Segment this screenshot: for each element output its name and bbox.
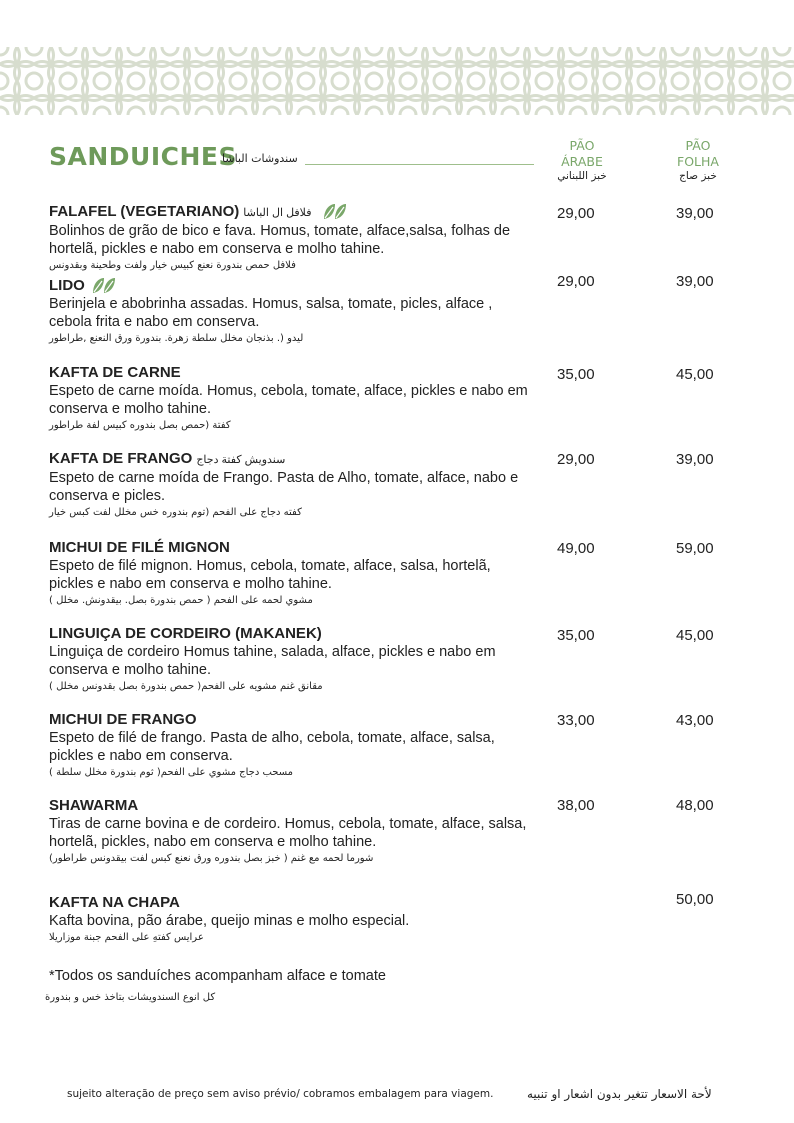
item-description-arabic: شورما لحمه مع غنم ( خبز بصل بندوره ورق نعنع كبس لفت بيقدونس طراطور) <box>49 853 374 864</box>
section-title: SANDUICHES <box>49 142 237 171</box>
price-pao-arabe: 29,00 <box>557 451 595 468</box>
price-pao-folha: 39,00 <box>676 205 714 222</box>
price-pao-arabe: 49,00 <box>557 540 595 557</box>
price-pao-folha: 45,00 <box>676 627 714 644</box>
column-header-arabic: خبز اللبناني <box>557 170 607 182</box>
decorative-pattern-band <box>0 47 794 115</box>
price-pao-arabe: 33,00 <box>557 712 595 729</box>
item-description: Espeto de filé de frango. Pasta de alho, cebola, tomate, alface, salsa, pickles e nabo em conserva. <box>49 730 495 764</box>
item-name: SHAWARMA <box>49 797 139 814</box>
item-description: Espeto de carne moída. Homus, cebola, tomate, alface, pickles e nabo em conserva e molho tahine. <box>49 383 528 417</box>
menu-item-linguica-de-cordeiro <box>49 625 529 694</box>
menu-item-falafel <box>49 203 529 273</box>
item-name: FALAFEL (VEGETARIANO) <box>49 203 240 220</box>
menu-item-kafta-de-carne <box>49 364 529 433</box>
item-name: MICHUI DE FRANGO <box>49 711 197 728</box>
column-header-line1: PÃO <box>569 138 595 153</box>
item-name: MICHUI DE FILÉ MIGNON <box>49 539 230 556</box>
column-header-line2: ÁRABE <box>561 154 603 169</box>
price-pao-folha: 50,00 <box>676 891 714 908</box>
footer-disclaimer-arabic: لأحة الاسعار تتغير بدون اشعار او تنبيه <box>527 1087 712 1101</box>
item-description-arabic: ليدو (. بذنجان مخلل سلطة زهرة. بندورة ورق النعنع ,طراطور <box>49 333 304 345</box>
price-pao-folha: 39,00 <box>676 451 714 468</box>
item-description-arabic: مقانق غنم مشويه على الفحم( حمص بندورة بصل بقدونس مخلل ) <box>49 681 323 692</box>
title-rule <box>305 164 534 165</box>
item-description-arabic: كفتة (حمص بصل بندوره كبيس لفة طراطور <box>49 420 231 431</box>
vegetarian-leaf-icon <box>322 203 348 221</box>
vegetarian-leaf-icon <box>91 277 117 295</box>
item-description: Bolinhos de grão de bico e fava. Homus, tomate, alface,salsa, folhas de hortelã, pickles e nabo em conserva e molho tahine. <box>49 223 511 257</box>
footnote: *Todos os sanduíches acompanham alface e tomate <box>49 968 386 984</box>
price-pao-arabe: 35,00 <box>557 627 595 644</box>
menu-item-michui-de-frango <box>49 711 529 780</box>
column-header-arabic: خبز صاج <box>679 170 717 182</box>
item-name: LIDO <box>49 277 85 294</box>
price-pao-folha: 39,00 <box>676 273 714 290</box>
price-pao-arabe: 29,00 <box>557 273 595 290</box>
price-pao-folha: 43,00 <box>676 712 714 729</box>
price-pao-folha: 48,00 <box>676 797 714 814</box>
item-description: Kafta bovina, pão árabe, queijo minas e molho especial. <box>49 913 410 929</box>
price-pao-folha: 45,00 <box>676 366 714 383</box>
menu-item-kafta-na-chapa <box>49 894 529 945</box>
item-description-arabic: مسحب دجاج مشوي على الفحم( ثوم بندورة مخلل سلطة ) <box>49 767 294 778</box>
item-description-arabic: مشوي لحمه على الفحم ( حمص بندورة بصل. بيقدونش. مخلل ) <box>49 595 313 606</box>
item-name-arabic: سندويش كفتة دجاج <box>196 454 286 466</box>
item-description: Espeto de filé mignon. Homus, cebola, tomate, alface, salsa, hortelã, pickles e nabo em conserva e molho tahine. <box>49 558 491 592</box>
item-description-arabic: كفته دجاج على الفحم (توم بندوره خس مخلل لفت كبس خيار <box>49 507 302 518</box>
price-pao-arabe: 29,00 <box>557 205 595 222</box>
item-description: Berinjela e abobrinha assadas. Homus, salsa, tomate, picles, alface , cebola frita e nabo em conserva. <box>49 296 493 331</box>
price-pao-folha: 59,00 <box>676 540 714 557</box>
price-pao-arabe: 38,00 <box>557 797 595 814</box>
item-name: LINGUIÇA DE CORDEIRO (MAKANEK) <box>49 625 322 642</box>
item-description-arabic: فلافل حمص بندورة نعنع كبيس خيار ولفت وطحينة وبقدونس <box>49 260 296 271</box>
column-header-line1: PÃO <box>685 138 711 153</box>
item-name: KAFTA DE FRANGO <box>49 450 193 467</box>
menu-item-michui-file-mignon <box>49 539 529 608</box>
footer-disclaimer: sujeito alteração de preço sem aviso prévio/ cobramos embalagem para viagem. <box>67 1088 494 1100</box>
item-description-arabic: عرايس كفتهِ على الفحم جبنة موزاريلا <box>49 932 204 943</box>
footnote-arabic: كل انوع السندويشات بتاخذ خس و بندورة <box>45 992 216 1003</box>
column-header-pao-folha <box>668 138 728 183</box>
section-title-arabic: سندوشات الباشا <box>222 152 298 165</box>
menu-item-shawarma <box>49 797 529 866</box>
item-description: Linguiça de cordeiro Homus tahine, salada, alface, pickles e nabo em conserva e molho tahine. <box>49 644 496 678</box>
menu-item-kafta-de-frango <box>49 450 529 520</box>
menu-item-lido <box>49 277 529 346</box>
column-header-line2: FOLHA <box>677 154 719 169</box>
item-name: KAFTA DE CARNE <box>49 364 181 381</box>
price-pao-arabe: 35,00 <box>557 366 595 383</box>
item-description: Tiras de carne bovina e de cordeiro. Homus, cebola, tomate, alface, salsa, hortelã, pickles, nabo em conserva e molho tahine. <box>49 816 527 850</box>
item-name-arabic: فلافل ال الباشا <box>243 207 312 219</box>
item-name: KAFTA NA CHAPA <box>49 894 180 911</box>
column-header-pao-arabe <box>552 138 612 183</box>
item-description: Espeto de carne moída de Frango. Pasta de Alho, tomate, alface, nabo e conserva e picles. <box>49 470 519 504</box>
